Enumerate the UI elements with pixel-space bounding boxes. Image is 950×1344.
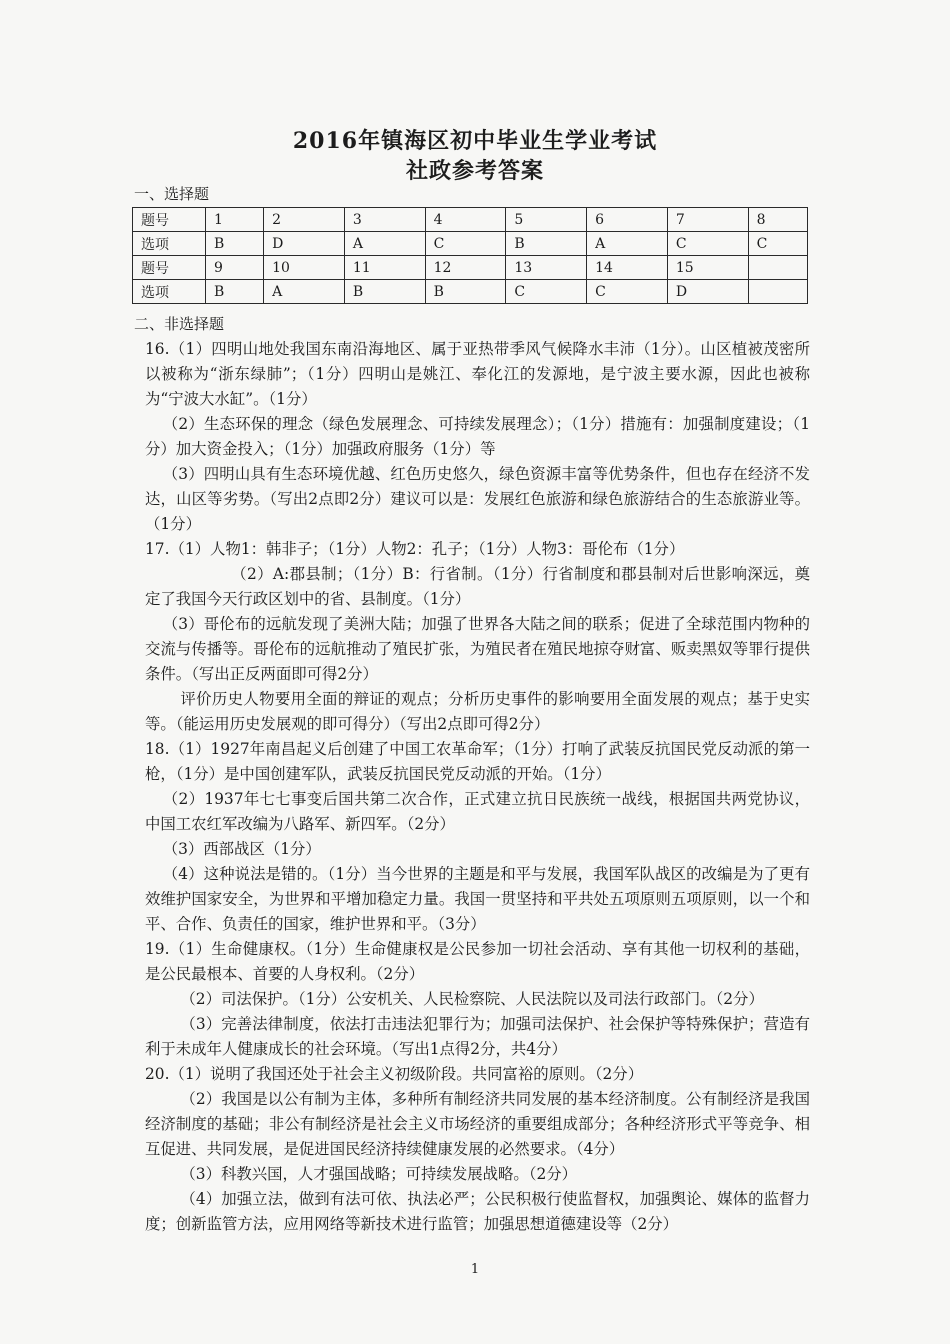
answer-paragraph: （2）我国是以公有制为主体，多种所有制经济共同发展的基本经济制度。公有制经济是我国经济制度的基础；非公有制经济是社会主义市场经济的重要组成部分；各种经济形式平等竞争、相互促进、共同发展，是促进国民经济持续健康发展的必然要求。（4分） <box>145 1090 810 1158</box>
answer-paragraph: （4）加强立法，做到有法可依、执法必严；公民积极行使监督权，加强舆论、媒体的监督力度；创新监管方法，应用网络等新技术进行监管；加强思想道德建设等（2分） <box>145 1190 810 1233</box>
page-number: 1 <box>470 1262 480 1277</box>
answer-paragraph: 评价历史人物要用全面的辩证的观点；分析历史事件的影响要用全面发展的观点；基于史实等。（能运用历史发展观的即可得分）（写出2点即可得2分） <box>145 690 810 733</box>
section-heading-nonchoice: 二、非选择题 <box>134 315 225 333</box>
answer-paragraph: （2）A:郡县制；（1分）B：行省制。（1分）行省制度和郡县制对后世影响深远，奠定了我国今天行政区划中的省、县制度。（1分） <box>145 565 810 608</box>
answer-paragraph: （3）科教兴国，人才强国战略；可持续发展战略。（2分） <box>180 1165 578 1183</box>
table-cell: 2 <box>264 208 345 232</box>
table-row <box>133 280 808 304</box>
table-cell: 选项 <box>133 232 206 256</box>
table-cell: A <box>344 232 425 256</box>
table-row <box>133 256 808 280</box>
table-cell: 12 <box>425 256 506 280</box>
answer-paragraph: （3）哥伦布的远航发现了美洲大陆；加强了世界各大陆之间的联系；促进了全球范围内物种的交流与传播等。哥伦布的远航推动了殖民扩张，为殖民者在殖民地掠夺财富、贩卖黑奴等罪行提供条件。（写出正反两面即可得2分） <box>145 615 810 683</box>
table-cell: A <box>587 232 668 256</box>
answer-paragraph: （2）生态环保的理念（绿色发展理念、可持续发展理念）；（1分）措施有：加强制度建设；（1分）加大资金投入；（1分）加强政府服务（1分）等 <box>145 415 810 458</box>
table-cell: C <box>506 280 587 304</box>
answer-paragraph: 19.（1）生命健康权。（1分）生命健康权是公民参加一切社会活动、享有其他一切权利的基础，是公民最根本、首要的人身权利。（2分） <box>145 940 810 983</box>
table-cell: D <box>667 280 748 304</box>
table-cell: 9 <box>206 256 264 280</box>
table-cell: 7 <box>667 208 748 232</box>
answer-body <box>145 337 810 1237</box>
table-cell: 6 <box>587 208 668 232</box>
table-cell: 题号 <box>133 208 206 232</box>
table-cell: B <box>206 280 264 304</box>
answer-paragraph: （3）四明山具有生态环境优越、红色历史悠久，绿色资源丰富等优势条件，但也存在经济不发达，山区等劣势。（写出2点即2分）建议可以是：发展红色旅游和绿色旅游结合的生态旅游业等。（1分） <box>145 465 810 533</box>
table-cell: 3 <box>344 208 425 232</box>
table-cell: 8 <box>748 208 807 232</box>
table-cell: 10 <box>264 256 345 280</box>
table-cell: 5 <box>506 208 587 232</box>
table-cell: A <box>264 280 345 304</box>
answer-paragraph: （3）西部战区（1分） <box>162 840 321 858</box>
page-subtitle: 社政参考答案 <box>405 158 544 184</box>
answer-paragraph: （2）1937年七七事变后国共第二次合作，正式建立抗日民族统一战线，根据国共两党协议，中国工农红军改编为八路军、新四军。（2分） <box>145 790 810 833</box>
table-cell: D <box>264 232 345 256</box>
table-cell: B <box>506 232 587 256</box>
table-cell: C <box>667 232 748 256</box>
table-cell: C <box>425 232 506 256</box>
answer-paragraph: （2）司法保护。（1分）公安机关、人民检察院、人民法院以及司法行政部门。（2分） <box>180 990 764 1008</box>
table-cell: B <box>425 280 506 304</box>
table-cell: 4 <box>425 208 506 232</box>
section-heading-choice: 一、选择题 <box>134 185 210 203</box>
table-cell: B <box>344 280 425 304</box>
table-row <box>133 232 808 256</box>
table-cell <box>748 256 807 280</box>
table-cell: 选项 <box>133 280 206 304</box>
answer-paragraph: 18.（1）1927年南昌起义后创建了中国工农革命军；（1分）打响了武装反抗国民党反动派的第一枪，（1分）是中国创建军队，武装反抗国民党反动派的开始。（1分） <box>145 740 810 783</box>
table-cell <box>748 280 807 304</box>
answer-paragraph: （4）这种说法是错的。（1分）当今世界的主题是和平与发展，我国军队战区的改编是为了更有效维护国家安全，为世界和平增加稳定力量。我国一贯坚持和平共处五项原则五项原则，以一个和平、合作、负责任的国家，维护世界和平。（3分） <box>145 865 810 933</box>
table-cell: 题号 <box>133 256 206 280</box>
answer-table <box>132 207 808 304</box>
table-cell: 15 <box>667 256 748 280</box>
page-title: 2016年镇海区初中毕业生学业考试 <box>292 128 658 154</box>
table-cell: 13 <box>506 256 587 280</box>
table-cell: B <box>206 232 264 256</box>
answer-paragraph: 20.（1）说明了我国还处于社会主义初级阶段。共同富裕的原则。（2分） <box>145 1065 644 1083</box>
table-row <box>133 208 808 232</box>
table-cell: 1 <box>206 208 264 232</box>
answer-paragraph: 16.（1）四明山地处我国东南沿海地区、属于亚热带季风气候降水丰沛（1分）。山区植被茂密所以被称为“浙东绿肺”；（1分）四明山是姚江、奉化江的发源地，是宁波主要水源，因此也被称为“宁波大水缸”。（1分） <box>145 340 810 408</box>
table-cell: C <box>748 232 807 256</box>
answer-paragraph: 17.（1）人物1：韩非子；（1分）人物2：孔子；（1分）人物3：哥伦布（1分） <box>145 540 685 558</box>
table-cell: 11 <box>344 256 425 280</box>
table-cell: 14 <box>587 256 668 280</box>
answer-paragraph: （3）完善法律制度，依法打击违法犯罪行为；加强司法保护、社会保护等特殊保护；营造有利于未成年人健康成长的社会环境。（写出1点得2分，共4分） <box>145 1015 810 1058</box>
table-cell: C <box>587 280 668 304</box>
